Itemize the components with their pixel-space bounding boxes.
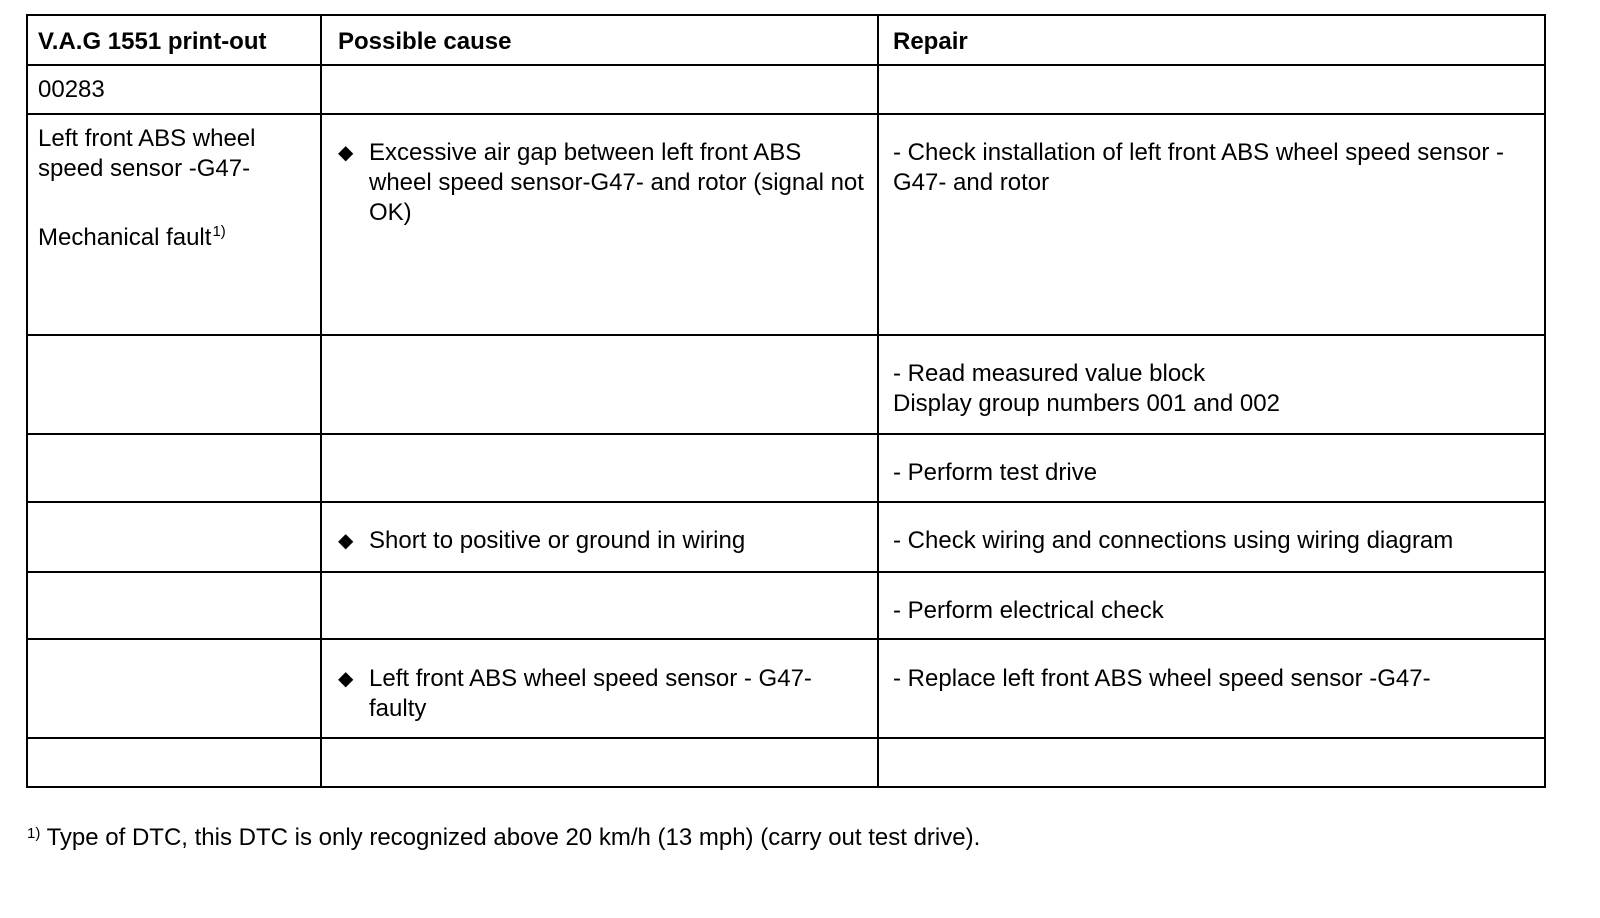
header-repair: Repair [878,15,1545,65]
cause-text: Excessive air gap between left front ABS wheel speed sensor-G47- and rotor (signal not OK) [369,139,864,226]
repair-text: - Perform electrical check [878,572,1545,639]
fault-description: Left front ABS wheel speed sensor -G47- Mechanical fault$^{1)}$ [27,114,321,335]
table-row [27,335,1545,434]
fault-code: 00283 [27,65,321,114]
table-row [27,639,1545,738]
footnote [26,823,980,853]
fault-type: Mechanical fault [38,224,212,251]
table-row [27,434,1545,502]
diamond-bullet-icon: ◆ [338,668,354,690]
fault-table [26,14,1546,788]
diamond-bullet-icon: ◆ [338,530,354,552]
header-row [27,15,1545,65]
table-row [27,502,1545,572]
table-row [27,738,1545,787]
repair-text: - Read measured value block Display group numbers 001 and 002 [878,335,1545,434]
repair-text: - Check installation of left front ABS wheel speed sensor -G47- and rotor [878,114,1545,335]
table-row [27,114,1545,335]
repair-text: - Perform test drive [878,434,1545,502]
diamond-bullet-icon: ◆ [338,142,354,164]
footnote-text: Type of DTC, this DTC is only recognized above 20 km/h (13 mph) (carry out test drive). [46,824,981,851]
table-row [27,572,1545,639]
table-row [27,65,1545,114]
footnote-marker: 1) [27,825,41,842]
footnote-ref: 1) [212,223,226,240]
repair-text: - Check wiring and connections using wiring diagram [878,502,1545,572]
repair-text: - Replace left front ABS wheel speed sensor -G47- [878,639,1545,738]
header-cause: Possible cause [321,15,878,65]
cause-text: Left front ABS wheel speed sensor - G47- faulty [369,665,812,722]
cause-text: Short to positive or ground in wiring [369,527,746,554]
header-printout: V.A.G 1551 print-out [27,15,321,65]
